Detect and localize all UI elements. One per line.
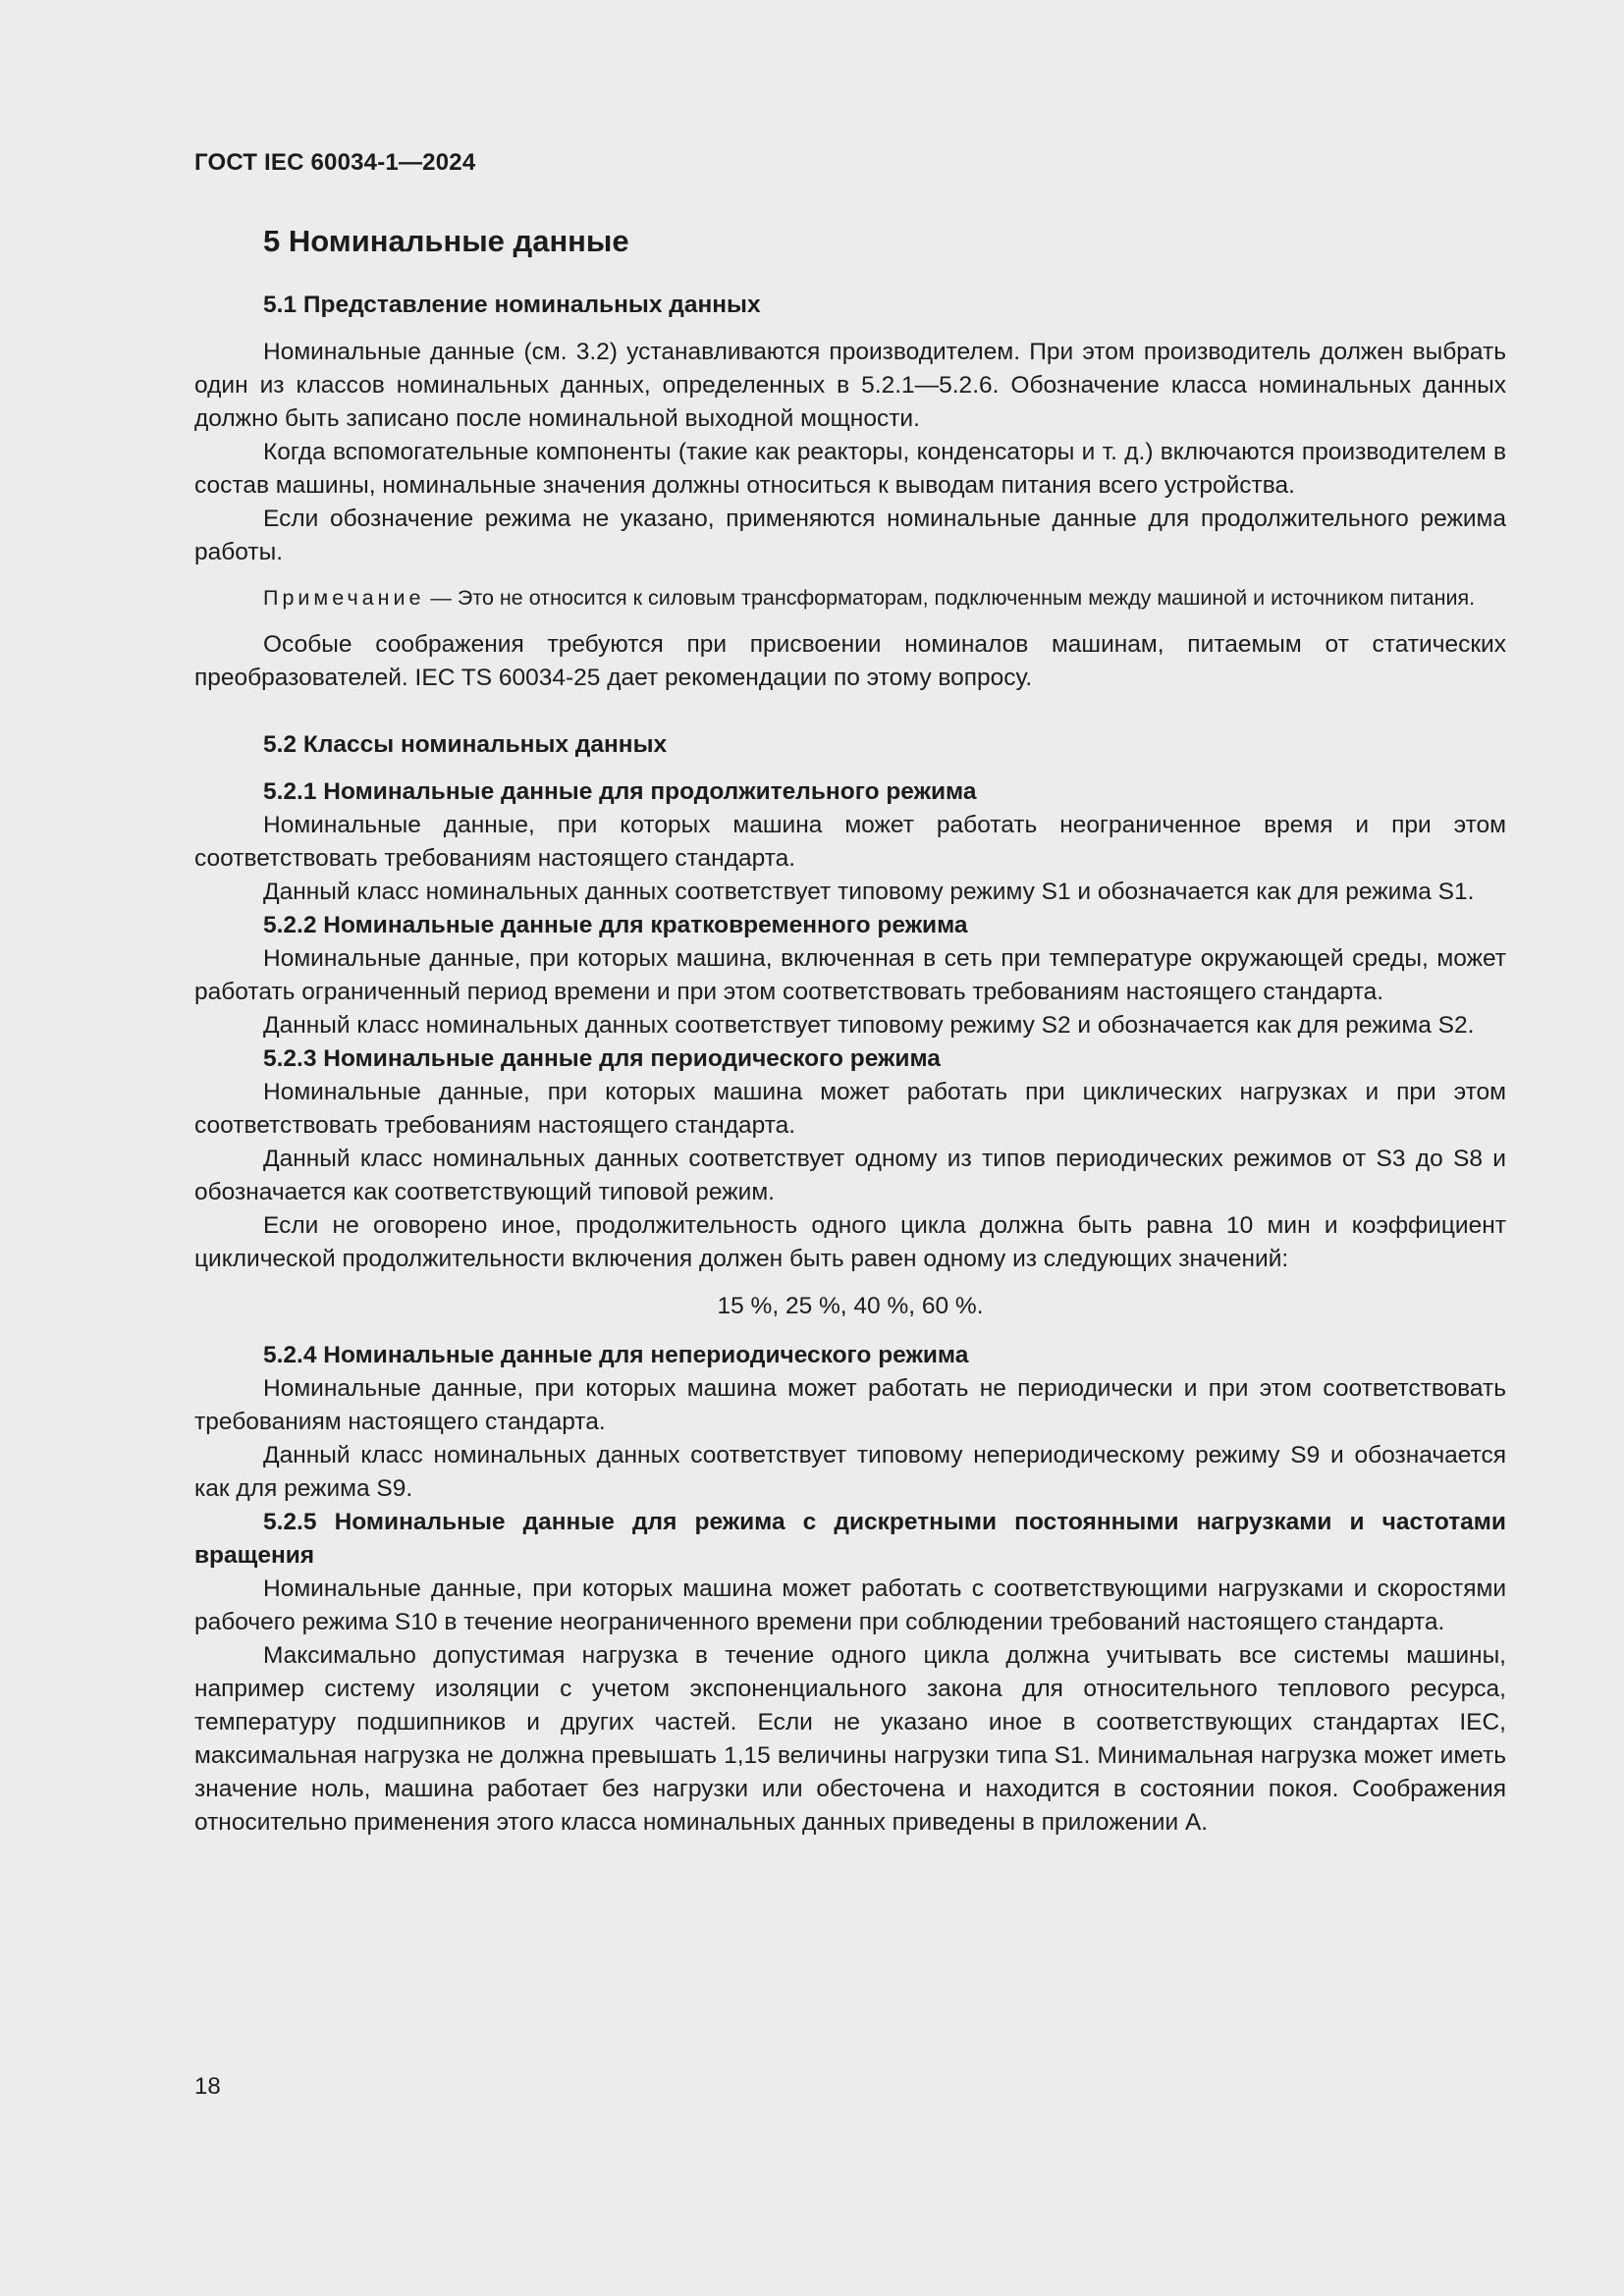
paragraph: Особые соображения требуются при присвоении номиналов машинам, питаемым от статических преобразователей. IEC TS 60034-25 дает рекомендации по этому вопросу. [194,631,1506,691]
section-5-2-2-title: 5.2.2 Номинальные данные для кратковременного режима [263,912,968,938]
paragraph: Номинальные данные, при которых машина может работать не периодически и при этом соответствовать требованиям настоящего стандарта. [194,1375,1506,1435]
section-5-2-5-title: 5.2.5 Номинальные данные для режима с дискретными постоянными нагрузками и частотами вращения [194,1509,1506,1569]
note-label: Примечание [263,586,425,610]
paragraph: Номинальные данные, при которых машина может работать с соответствующими нагрузками и скоростями рабочего режима S10 в течение неограниченного времени при соблюдении требований настоящего стандарта. [194,1575,1506,1635]
paragraph: Номинальные данные (см. 3.2) устанавливаются производителем. При этом производитель должен выбрать один из классов номинальных данных, определенных в 5.2.1—5.2.6. Обозначение класса номинальных данных должно быть записано после номинальной выходной мощности. [194,339,1506,432]
section-5-2-4-title: 5.2.4 Номинальные данные для непериодического режима [263,1342,969,1368]
section-5-2-title: 5.2 Классы номинальных данных [263,731,668,758]
note-text: — Это не относится к силовым трансформаторам, подключенным между машиной и источником питания. [424,586,1476,610]
paragraph: Если не оговорено иное, продолжительность одного цикла должна быть равна 10 мин и коэффициент циклической продолжительности включения должен быть равен одному из следующих значений: [194,1212,1506,1272]
section-5-1-title: 5.1 Представление номинальных данных [263,292,761,318]
paragraph: Номинальные данные, при которых машина может работать при циклических нагрузках и при этом соответствовать требованиям настоящего стандарта. [194,1079,1506,1139]
section-5-title: 5 Номинальные данные [263,224,629,258]
section-5-2-3-title: 5.2.3 Номинальные данные для периодического режима [263,1045,941,1072]
note [194,583,1506,613]
paragraph: Данный класс номинальных данных соответствует одному из типов периодических режимов от S3 до S8 и обозначается как соответствующий типовой режим. [194,1146,1506,1205]
paragraph: Номинальные данные, при которых машина может работать неограниченное время и при этом соответствовать требованиям настоящего стандарта. [194,812,1506,872]
paragraph: Данный класс номинальных данных соответствует типовому непериодическому режиму S9 и обозначается как для режима S9. [194,1442,1506,1502]
document-body [194,222,1506,1840]
paragraph: Если обозначение режима не указано, применяются номинальные данные для продолжительного режима работы. [194,506,1506,565]
duty-factor-values: 15 %, 25 %, 40 %, 60 %. [717,1293,984,1319]
paragraph: Данный класс номинальных данных соответствует типовому режиму S2 и обозначается как для режима S2. [263,1012,1475,1039]
document-header: ГОСТ IEC 60034-1—2024 [194,149,476,176]
paragraph: Номинальные данные, при которых машина, включенная в сеть при температуре окружающей среды, может работать ограниченный период времени и при этом соответствовать требованиям настоящего стандарта. [194,945,1506,1005]
section-5-2-1-title: 5.2.1 Номинальные данные для продолжительного режима [263,778,977,805]
page-number: 18 [194,2073,221,2100]
paragraph: Когда вспомогательные компоненты (такие как реакторы, конденсаторы и т. д.) включаются производителем в состав машины, номинальные значения должны относиться к выводам питания всего устройства. [194,439,1506,499]
paragraph: Максимально допустимая нагрузка в течение одного цикла должна учитывать все системы машины, например систему изоляции с учетом экспоненциального закона для относительного теплового ресурса, температуру подшипников и других частей. Если не указано иное в соответствующих стандартах IEC, максимальная нагрузка не должна превышать 1,15 величины нагрузки типа S1. Минимальная нагрузка может иметь значение ноль, машина работает без нагрузки или обесточена и находится в состоянии покоя. Соображения относительно применения этого класса номинальных данных приведены в приложении А. [194,1642,1506,1836]
paragraph: Данный класс номинальных данных соответствует типовому режиму S1 и обозначается как для режима S1. [263,879,1475,905]
